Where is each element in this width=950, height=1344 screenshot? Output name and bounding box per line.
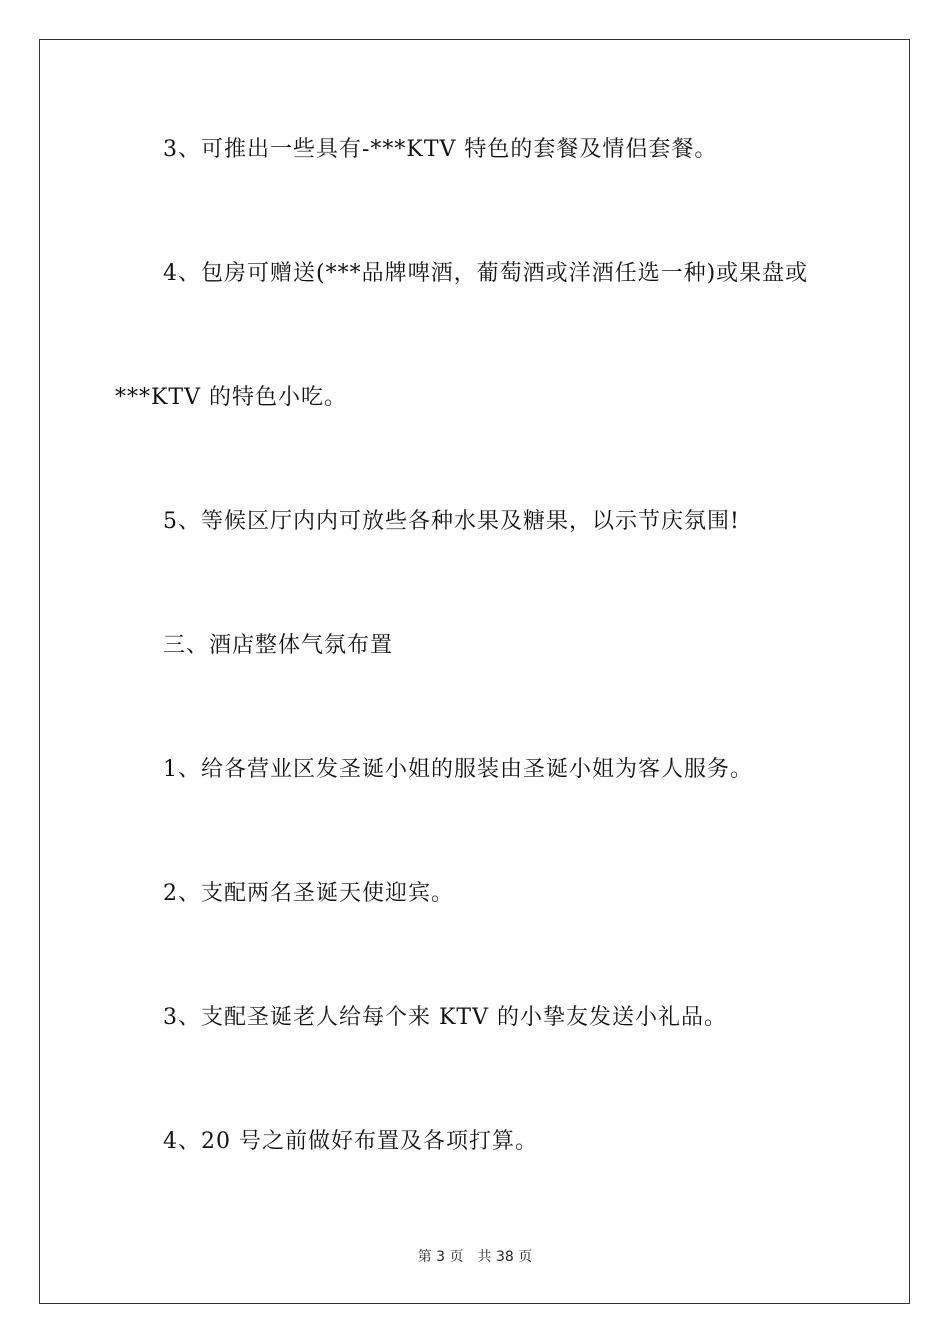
page-total: 共 38 页	[477, 1249, 533, 1265]
page-border	[39, 39, 910, 1304]
page-footer	[0, 1248, 950, 1266]
paragraph-line: 3、可推出一些具有-***KTV 特色的套餐及情侣套餐。	[163, 137, 718, 162]
paragraph-line: 2、支配两名圣诞天使迎宾。	[163, 881, 454, 906]
paragraph-line: 5、等候区厅内内可放些各种水果及糖果，以示节庆氛围!	[163, 509, 740, 534]
paragraph-line: ***KTV 的特色小吃。	[115, 385, 347, 410]
paragraph-line: 3、支配圣诞老人给每个来 KTV 的小挚友发送小礼品。	[163, 1005, 727, 1030]
page-number: 第 3 页	[417, 1249, 464, 1265]
paragraph-line: 1、给各营业区发圣诞小姐的服装由圣诞小姐为客人服务。	[163, 757, 753, 782]
paragraph-line: 4、20 号之前做好布置及各项打算。	[163, 1129, 538, 1154]
paragraph-line: 4、包房可赠送(***品牌啤酒，葡萄酒或洋酒任选一种)或果盘或	[163, 261, 809, 286]
section-heading: 三、酒店整体气氛布置	[163, 633, 394, 658]
